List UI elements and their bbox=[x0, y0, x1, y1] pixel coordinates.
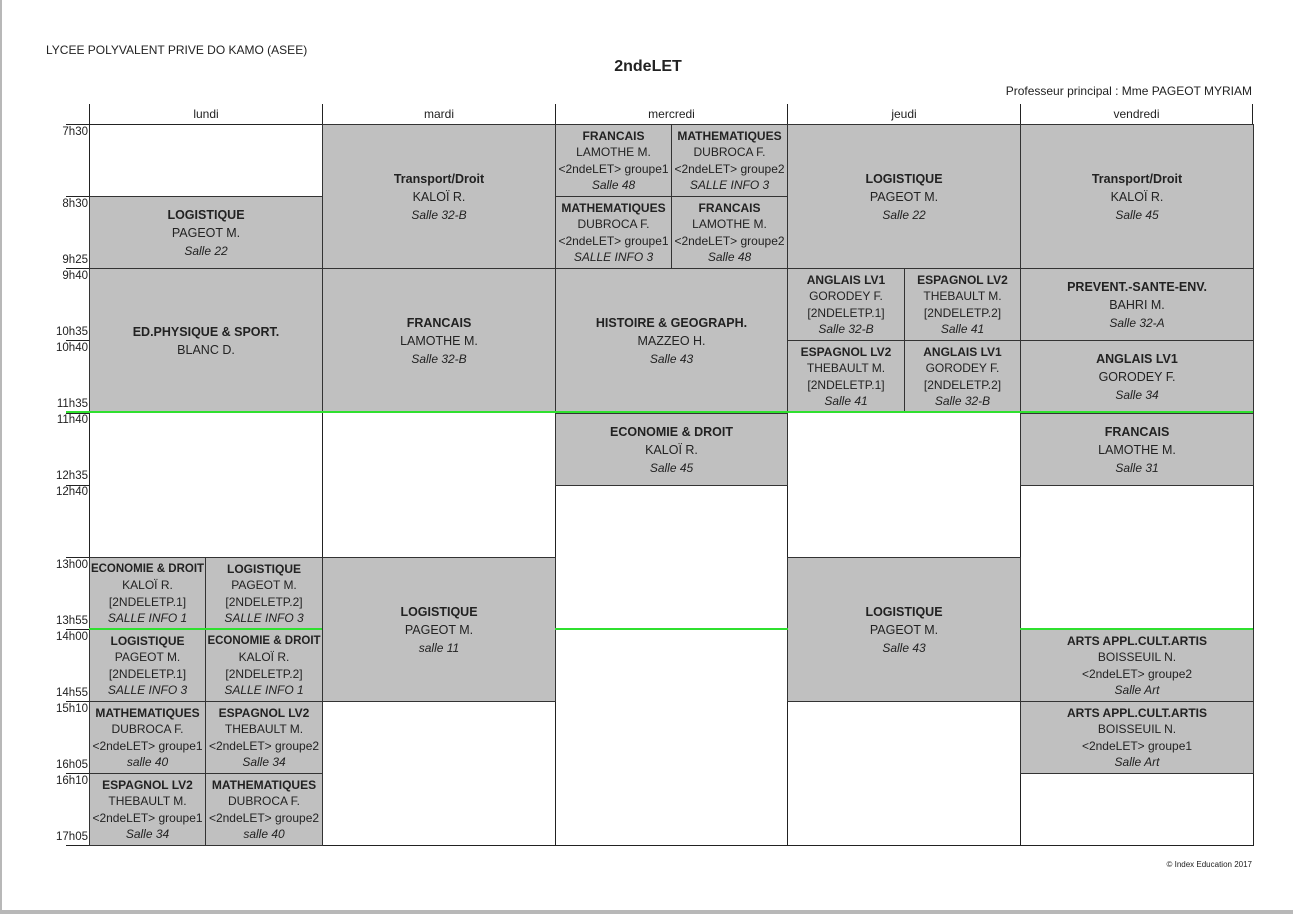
course-teacher: BOISSEUIL N. bbox=[1097, 650, 1177, 664]
course-group: <2ndeLET> groupe2 bbox=[674, 233, 785, 248]
course-subject: FRANCAIS bbox=[406, 315, 472, 330]
course-teacher: DUBROCA F. bbox=[577, 217, 650, 231]
course-cell[interactable] bbox=[89, 557, 206, 630]
course-cell[interactable] bbox=[787, 557, 1021, 702]
course-teacher: LAMOTHE M. bbox=[576, 145, 651, 159]
time-tick bbox=[66, 413, 89, 414]
course-cell[interactable] bbox=[671, 124, 788, 197]
course-group: [2NDELETP.1] bbox=[108, 666, 187, 681]
course-cell[interactable] bbox=[555, 268, 788, 413]
course-teacher: THEBAULT M. bbox=[923, 289, 1002, 303]
course-group: [2NDELETP.2] bbox=[923, 377, 1002, 392]
day-header-jeudi: jeudi bbox=[787, 104, 1020, 124]
course-room: Salle 45 bbox=[1115, 207, 1159, 222]
course-room: Salle 34 bbox=[125, 827, 170, 841]
course-teacher: DUBROCA F. bbox=[111, 722, 184, 736]
time-label: 14h55 bbox=[56, 687, 88, 699]
day-header-mercredi: mercredi bbox=[555, 104, 787, 124]
course-cell[interactable] bbox=[322, 124, 556, 269]
course-teacher: DUBROCA F. bbox=[227, 794, 300, 808]
course-subject: ED.PHYSIQUE & SPORT. bbox=[132, 324, 280, 339]
course-teacher: KALOÏ R. bbox=[122, 578, 173, 592]
course-room: Salle 32-A bbox=[1109, 315, 1165, 330]
course-room: SALLE INFO 1 bbox=[224, 683, 304, 697]
course-cell[interactable] bbox=[89, 773, 206, 846]
course-group: <2ndeLET> groupe1 bbox=[558, 233, 669, 248]
course-cell[interactable] bbox=[1020, 701, 1254, 774]
course-subject: LOGISTIQUE bbox=[865, 604, 943, 619]
course-subject: ECONOMIE & DROIT bbox=[90, 562, 205, 575]
course-teacher: MAZZEO H. bbox=[637, 333, 706, 348]
time-tick bbox=[66, 268, 89, 269]
course-teacher: PAGEOT M. bbox=[231, 578, 297, 592]
time-label: 7h30 bbox=[62, 126, 88, 138]
course-subject: ARTS APPL.CULT.ARTIS bbox=[1067, 705, 1207, 720]
course-cell[interactable] bbox=[89, 629, 206, 702]
course-group: <2ndeLET> groupe2 bbox=[674, 161, 785, 176]
course-teacher: PAGEOT M. bbox=[404, 622, 474, 637]
course-group: [2NDELETP.2] bbox=[225, 594, 303, 609]
course-teacher: THEBAULT M. bbox=[806, 361, 886, 375]
course-teacher: GORODEY F. bbox=[1098, 369, 1176, 384]
time-tick bbox=[66, 629, 89, 630]
course-group: <2ndeLET> groupe1 bbox=[92, 738, 203, 753]
course-room: salle 40 bbox=[243, 827, 285, 841]
course-room: Salle 41 bbox=[940, 322, 985, 336]
course-subject: ANGLAIS LV1 bbox=[1096, 351, 1178, 366]
course-subject: FRANCAIS bbox=[698, 200, 761, 215]
course-teacher: PAGEOT M. bbox=[171, 225, 241, 240]
course-subject: LOGISTIQUE bbox=[167, 207, 245, 222]
course-subject: HISTOIRE & GEOGRAPH. bbox=[595, 315, 748, 330]
course-cell[interactable] bbox=[555, 196, 672, 269]
course-teacher: PAGEOT M. bbox=[869, 622, 939, 637]
course-room: SALLE INFO 3 bbox=[573, 250, 654, 264]
course-room: Salle 31 bbox=[1115, 460, 1159, 475]
course-cell[interactable] bbox=[904, 268, 1021, 341]
page-title: 2ndeLET bbox=[614, 58, 682, 75]
course-group: <2ndeLET> groupe2 bbox=[208, 810, 320, 825]
time-label: 10h40 bbox=[56, 342, 88, 354]
school-name: LYCEE POLYVALENT PRIVE DO KAMO (ASEE) bbox=[46, 43, 308, 57]
course-cell[interactable] bbox=[787, 268, 905, 341]
course-subject: ANGLAIS LV1 bbox=[806, 272, 886, 287]
course-cell[interactable] bbox=[205, 557, 323, 630]
time-label: 13h00 bbox=[56, 559, 88, 571]
course-subject: ECONOMIE & DROIT bbox=[610, 424, 733, 439]
course-group: <2ndeLET> groupe1 bbox=[92, 810, 203, 825]
course-room: Salle 48 bbox=[591, 178, 636, 192]
course-cell[interactable] bbox=[1020, 268, 1254, 341]
time-tick bbox=[66, 845, 89, 846]
time-label: 15h10 bbox=[56, 703, 88, 715]
course-room: Salle Art bbox=[1114, 683, 1160, 697]
course-room: SALLE INFO 1 bbox=[107, 611, 188, 625]
course-group: [2NDELETP.2] bbox=[923, 305, 1002, 320]
time-label: 13h55 bbox=[56, 615, 88, 627]
course-teacher: THEBAULT M. bbox=[224, 722, 304, 736]
course-subject: MATHEMATIQUES bbox=[677, 128, 782, 143]
prof-principal: Professeur principal : Mme PAGEOT MYRIAM bbox=[1005, 84, 1252, 98]
time-label: 11h40 bbox=[56, 414, 88, 426]
time-label: 10h35 bbox=[56, 326, 88, 338]
course-subject: MATHEMATIQUES bbox=[211, 777, 317, 792]
course-cell[interactable] bbox=[322, 557, 556, 702]
course-cell[interactable] bbox=[89, 196, 323, 269]
course-teacher: BOISSEUIL N. bbox=[1097, 722, 1177, 736]
course-subject: ESPAGNOL LV2 bbox=[917, 272, 1008, 287]
course-subject: LOGISTIQUE bbox=[226, 561, 301, 576]
course-room: Salle 32-B bbox=[934, 394, 991, 408]
course-teacher: LAMOTHE M. bbox=[400, 333, 478, 348]
course-teacher: GORODEY F. bbox=[809, 289, 883, 303]
course-group: [2NDELETP.2] bbox=[225, 666, 303, 681]
course-room: salle 11 bbox=[418, 640, 460, 655]
course-room: Salle Art bbox=[1114, 755, 1160, 769]
course-group: <2ndeLET> groupe1 bbox=[558, 161, 669, 176]
day-header-vendredi: vendredi bbox=[1020, 104, 1253, 124]
time-label: 16h05 bbox=[56, 759, 88, 771]
course-group: <2ndeLET> groupe2 bbox=[208, 738, 320, 753]
copyright-notice: © Index Education 2017 bbox=[1166, 860, 1252, 869]
course-teacher: DUBROCA F. bbox=[693, 145, 766, 159]
course-subject: ECONOMIE & DROIT bbox=[207, 634, 321, 647]
course-teacher: GORODEY F. bbox=[925, 361, 1000, 375]
time-label: 8h30 bbox=[62, 198, 88, 210]
course-group: <2ndeLET> groupe2 bbox=[1081, 666, 1193, 681]
course-cell[interactable] bbox=[787, 124, 1021, 269]
course-room: salle 40 bbox=[126, 755, 169, 769]
course-subject: LOGISTIQUE bbox=[400, 604, 478, 619]
course-teacher: KALOÏ R. bbox=[645, 442, 698, 457]
time-label: 11h35 bbox=[56, 398, 88, 410]
time-label: 12h35 bbox=[56, 470, 88, 482]
course-cell[interactable] bbox=[1020, 629, 1254, 702]
time-tick bbox=[66, 701, 89, 702]
course-room: SALLE INFO 3 bbox=[689, 178, 770, 192]
course-cell[interactable] bbox=[787, 340, 905, 413]
course-room: Salle 48 bbox=[707, 250, 752, 264]
course-teacher: THEBAULT M. bbox=[108, 794, 187, 808]
course-cell[interactable] bbox=[205, 629, 323, 702]
course-subject: Transport/Droit bbox=[1091, 171, 1183, 186]
course-cell[interactable] bbox=[89, 701, 206, 774]
course-teacher: LAMOTHE M. bbox=[692, 217, 767, 231]
course-cell[interactable] bbox=[555, 413, 788, 486]
time-tick bbox=[66, 773, 89, 774]
course-group: [2NDELETP.1] bbox=[108, 594, 187, 609]
course-group: <2ndeLET> groupe1 bbox=[1081, 738, 1193, 753]
time-tick bbox=[66, 124, 89, 125]
course-room: Salle 32-B bbox=[411, 207, 467, 222]
course-cell[interactable] bbox=[1020, 124, 1254, 269]
course-subject: Transport/Droit bbox=[393, 171, 485, 186]
course-room: Salle 22 bbox=[882, 207, 926, 222]
course-teacher: PAGEOT M. bbox=[869, 189, 939, 204]
course-cell[interactable] bbox=[671, 196, 788, 269]
course-room: Salle 22 bbox=[184, 243, 228, 258]
course-room: Salle 41 bbox=[824, 394, 868, 408]
course-cell[interactable] bbox=[1020, 413, 1254, 486]
day-header-mardi: mardi bbox=[322, 104, 555, 124]
time-tick bbox=[66, 196, 89, 197]
course-subject: PREVENT.-SANTE-ENV. bbox=[1067, 279, 1207, 294]
course-room: Salle 32-B bbox=[818, 322, 874, 336]
course-cell[interactable] bbox=[1020, 340, 1254, 413]
course-group: [2NDELETP.1] bbox=[807, 377, 885, 392]
course-room: Salle 43 bbox=[649, 351, 694, 366]
time-label: 17h05 bbox=[56, 831, 88, 843]
course-subject: MATHEMATIQUES bbox=[561, 200, 666, 215]
course-teacher: KALOÏ R. bbox=[238, 650, 290, 664]
course-cell[interactable] bbox=[205, 701, 323, 774]
break-line bbox=[89, 628, 322, 630]
course-subject: ESPAGNOL LV2 bbox=[102, 777, 193, 792]
time-label: 9h40 bbox=[62, 270, 88, 282]
course-cell[interactable] bbox=[555, 124, 672, 197]
course-subject: FRANCAIS bbox=[582, 128, 645, 143]
time-label: 14h00 bbox=[56, 631, 88, 643]
course-room: Salle 32-B bbox=[411, 351, 467, 366]
course-teacher: KALOÏ R. bbox=[412, 189, 466, 204]
course-teacher: LAMOTHE M. bbox=[1098, 442, 1176, 457]
course-room: Salle 34 bbox=[1115, 387, 1159, 402]
course-subject: ESPAGNOL LV2 bbox=[218, 705, 310, 720]
break-line bbox=[66, 411, 1253, 413]
course-room: Salle 34 bbox=[242, 755, 286, 769]
time-tick bbox=[66, 340, 89, 341]
course-subject: LOGISTIQUE bbox=[865, 171, 943, 186]
course-cell[interactable] bbox=[322, 268, 556, 413]
course-room: SALLE INFO 3 bbox=[224, 611, 304, 625]
course-room: SALLE INFO 3 bbox=[107, 683, 188, 697]
course-subject: ANGLAIS LV1 bbox=[923, 344, 1002, 359]
time-label: 16h10 bbox=[56, 775, 88, 787]
course-cell[interactable] bbox=[205, 773, 323, 846]
course-subject: ESPAGNOL LV2 bbox=[800, 344, 892, 359]
time-tick bbox=[66, 557, 89, 558]
time-label: 12h40 bbox=[56, 486, 88, 498]
break-line bbox=[555, 628, 788, 630]
course-subject: LOGISTIQUE bbox=[110, 633, 185, 648]
course-cell[interactable] bbox=[89, 268, 323, 413]
course-teacher: PAGEOT M. bbox=[114, 650, 181, 664]
break-line bbox=[1020, 628, 1253, 630]
course-group: [2NDELETP.1] bbox=[807, 305, 885, 320]
course-room: Salle 43 bbox=[882, 640, 926, 655]
course-subject: ARTS APPL.CULT.ARTIS bbox=[1067, 633, 1207, 648]
course-subject: MATHEMATIQUES bbox=[95, 705, 200, 720]
course-teacher: BLANC D. bbox=[177, 342, 235, 357]
course-room: Salle 45 bbox=[649, 460, 694, 475]
time-label: 9h25 bbox=[62, 254, 88, 266]
course-teacher: KALOÏ R. bbox=[1110, 189, 1164, 204]
day-header-lundi: lundi bbox=[89, 104, 322, 124]
course-subject: FRANCAIS bbox=[1104, 424, 1170, 439]
course-cell[interactable] bbox=[904, 340, 1021, 413]
course-teacher: BAHRI M. bbox=[1109, 297, 1165, 312]
